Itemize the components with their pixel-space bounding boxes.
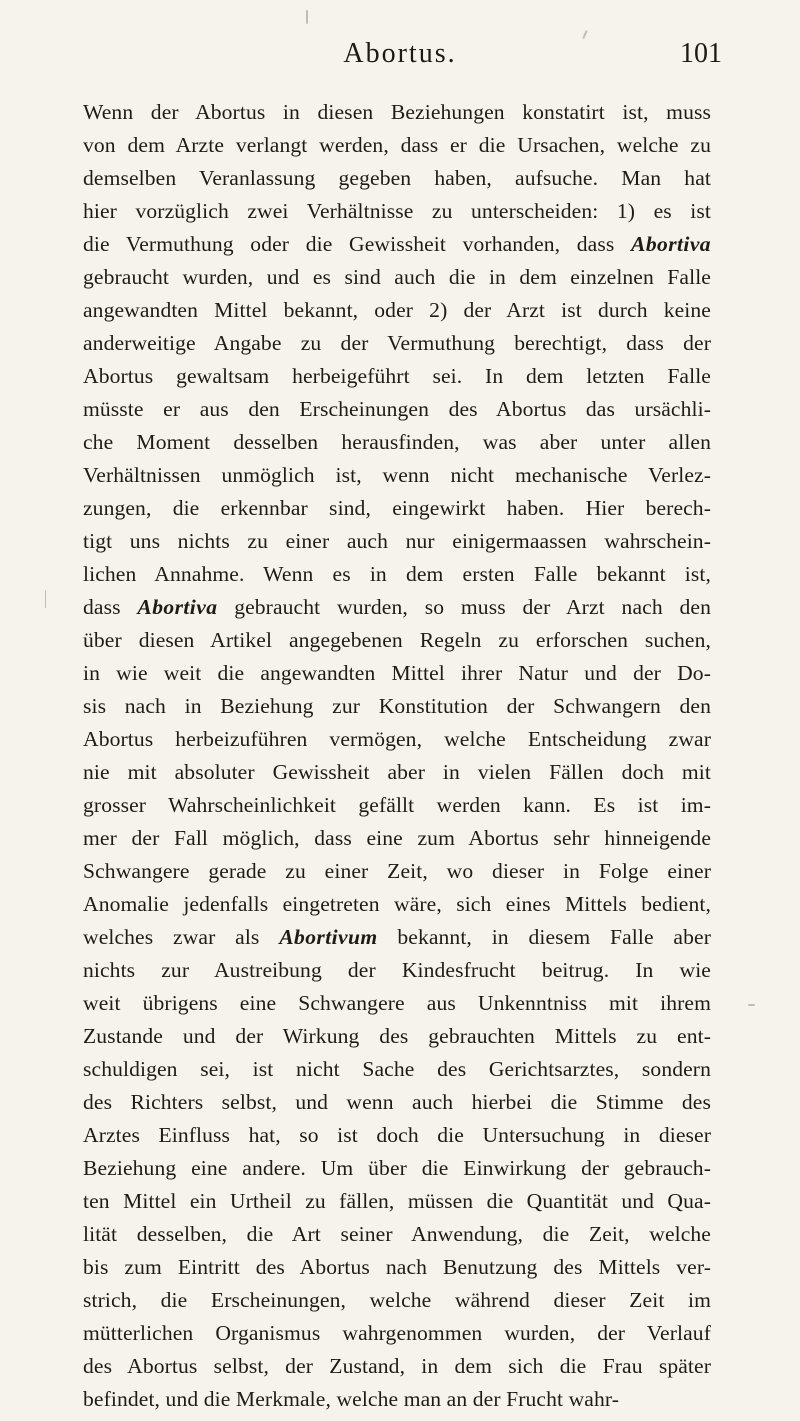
text-line: [83, 1119, 711, 1152]
emphasized-term: Abortiva: [137, 595, 218, 619]
text-run: Arztes Einfluss hat, so ist doch die Untersuchung in dieser: [83, 1123, 711, 1147]
text-line: [83, 459, 711, 492]
text-run: grosser Wahrscheinlichkeit gefällt werden kann. Es ist im-: [83, 793, 711, 817]
text-line: [83, 1152, 711, 1185]
text-line: [83, 96, 711, 129]
emphasized-term: Abortiva: [631, 232, 711, 256]
text-run: ten Mittel ein Urtheil zu fällen, müssen die Quantität und Qua-: [83, 1189, 711, 1213]
text-line: [83, 591, 711, 624]
text-run: angewandten Mittel bekannt, oder 2) der Arzt ist durch keine: [83, 298, 711, 322]
text-run: Wenn der Abortus in diesen Beziehungen konstatirt ist, muss: [83, 100, 711, 124]
text-line: [83, 558, 711, 591]
text-run: nie mit absoluter Gewissheit aber in vielen Fällen doch mit: [83, 760, 711, 784]
text-run: mütterlichen Organismus wahrgenommen wurden, der Verlauf: [83, 1321, 711, 1345]
text-line: [83, 1218, 711, 1251]
text-line: [83, 690, 711, 723]
text-line: [83, 723, 711, 756]
text-line: [83, 1053, 711, 1086]
text-run: müsste er aus den Erscheinungen des Abortus das ursächli-: [83, 397, 711, 421]
text-line: [83, 756, 711, 789]
text-run: Abortus herbeizuführen vermögen, welche Entscheidung zwar: [83, 727, 711, 751]
text-run: tigt uns nichts zu einer auch nur einigermaassen wahrschein-: [83, 529, 711, 553]
text-line: [83, 1317, 711, 1350]
text-line: [83, 855, 711, 888]
text-run: mer der Fall möglich, dass eine zum Abortus sehr hinneigende: [83, 826, 711, 850]
text-run: bekannt, in diesem Falle aber: [377, 925, 711, 949]
text-run: gebraucht wurden, so muss der Arzt nach den: [217, 595, 712, 619]
text-run: weit übrigens eine Schwangere aus Unkenntniss mit ihrem: [83, 991, 711, 1015]
text-line: [83, 525, 711, 558]
text-line: [83, 987, 711, 1020]
text-line: [83, 162, 711, 195]
text-run: Anomalie jedenfalls eingetreten wäre, sich eines Mittels bedient,: [83, 892, 711, 916]
text-line: [83, 129, 711, 162]
text-run: befindet, und die Merkmale, welche man an der Frucht wahr-: [83, 1387, 620, 1411]
text-run: welches zwar als: [83, 925, 280, 949]
text-run: des Richters selbst, und wenn auch hierbei die Stimme des: [83, 1090, 711, 1114]
text-line: [83, 426, 711, 459]
text-run: lität desselben, die Art seiner Anwendung, die Zeit, welche: [83, 1222, 711, 1246]
text-run: nichts zur Austreibung der Kindesfrucht beitrug. In wie: [83, 958, 711, 982]
text-line: [83, 228, 711, 261]
emphasized-term: Abortivum: [279, 925, 378, 949]
text-run: Abortus gewaltsam herbeigeführt sei. In dem letzten Falle: [83, 364, 711, 388]
running-title: Abortus.: [343, 38, 457, 69]
text-line: [83, 1251, 711, 1284]
text-run: die Vermuthung oder die Gewissheit vorhanden, dass: [83, 232, 632, 256]
text-line: [83, 1350, 711, 1383]
text-run: che Moment desselben herausfinden, was aber unter allen: [83, 430, 711, 454]
text-run: des Abortus selbst, der Zustand, in dem sich die Frau später: [83, 1354, 711, 1378]
text-run: zungen, die erkennbar sind, eingewirkt haben. Hier berech-: [83, 496, 711, 520]
text-run: gebraucht wurden, und es sind auch die in dem einzelnen Falle: [83, 265, 711, 289]
text-run: hier vorzüglich zwei Verhältnisse zu unterscheiden: 1) es ist: [83, 199, 711, 223]
text-line: [83, 1383, 711, 1416]
text-run: Schwangere gerade zu einer Zeit, wo dieser in Folge einer: [83, 859, 711, 883]
body-text: [83, 96, 711, 1416]
text-run: Zustande und der Wirkung des gebrauchten Mittels zu ent-: [83, 1024, 711, 1048]
text-line: [83, 657, 711, 690]
page-number: 101: [680, 38, 722, 69]
text-run: von dem Arzte verlangt werden, dass er die Ursachen, welche zu: [83, 133, 711, 157]
text-run: sis nach in Beziehung zur Konstitution der Schwangern den: [83, 694, 711, 718]
running-head: [0, 0, 800, 70]
text-line: [83, 822, 711, 855]
text-run: lichen Annahme. Wenn es in dem ersten Falle bekannt ist,: [83, 562, 711, 586]
text-line: [83, 789, 711, 822]
text-run: dass: [83, 595, 138, 619]
text-line: [83, 954, 711, 987]
text-run: Beziehung eine andere. Um über die Einwirkung der gebrauch-: [83, 1156, 711, 1180]
text-run: bis zum Eintritt des Abortus nach Benutzung des Mittels ver-: [83, 1255, 711, 1279]
text-line: [83, 1284, 711, 1317]
scan-speck: [306, 10, 308, 24]
text-line: [83, 1020, 711, 1053]
text-line: [83, 195, 711, 228]
text-run: in wie weit die angewandten Mittel ihrer Natur und der Do-: [83, 661, 711, 685]
text-line: [83, 921, 711, 954]
scan-speck: [748, 1004, 755, 1006]
text-line: [83, 1185, 711, 1218]
text-line: [83, 261, 711, 294]
text-line: [83, 294, 711, 327]
text-line: [83, 492, 711, 525]
text-run: demselben Veranlassung gegeben haben, aufsuche. Man hat: [83, 166, 711, 190]
text-line: [83, 327, 711, 360]
text-run: über diesen Artikel angegebenen Regeln zu erforschen suchen,: [83, 628, 711, 652]
text-line: [83, 624, 711, 657]
text-line: [83, 1086, 711, 1119]
text-line: [83, 360, 711, 393]
text-line: [83, 393, 711, 426]
text-run: anderweitige Angabe zu der Vermuthung berechtigt, dass der: [83, 331, 711, 355]
text-run: Verhältnissen unmöglich ist, wenn nicht mechanische Verlez-: [83, 463, 711, 487]
scan-speck: [45, 590, 46, 608]
text-run: strich, die Erscheinungen, welche während dieser Zeit im: [83, 1288, 711, 1312]
text-line: [83, 888, 711, 921]
text-run: schuldigen sei, ist nicht Sache des Gerichtsarztes, sondern: [83, 1057, 711, 1081]
